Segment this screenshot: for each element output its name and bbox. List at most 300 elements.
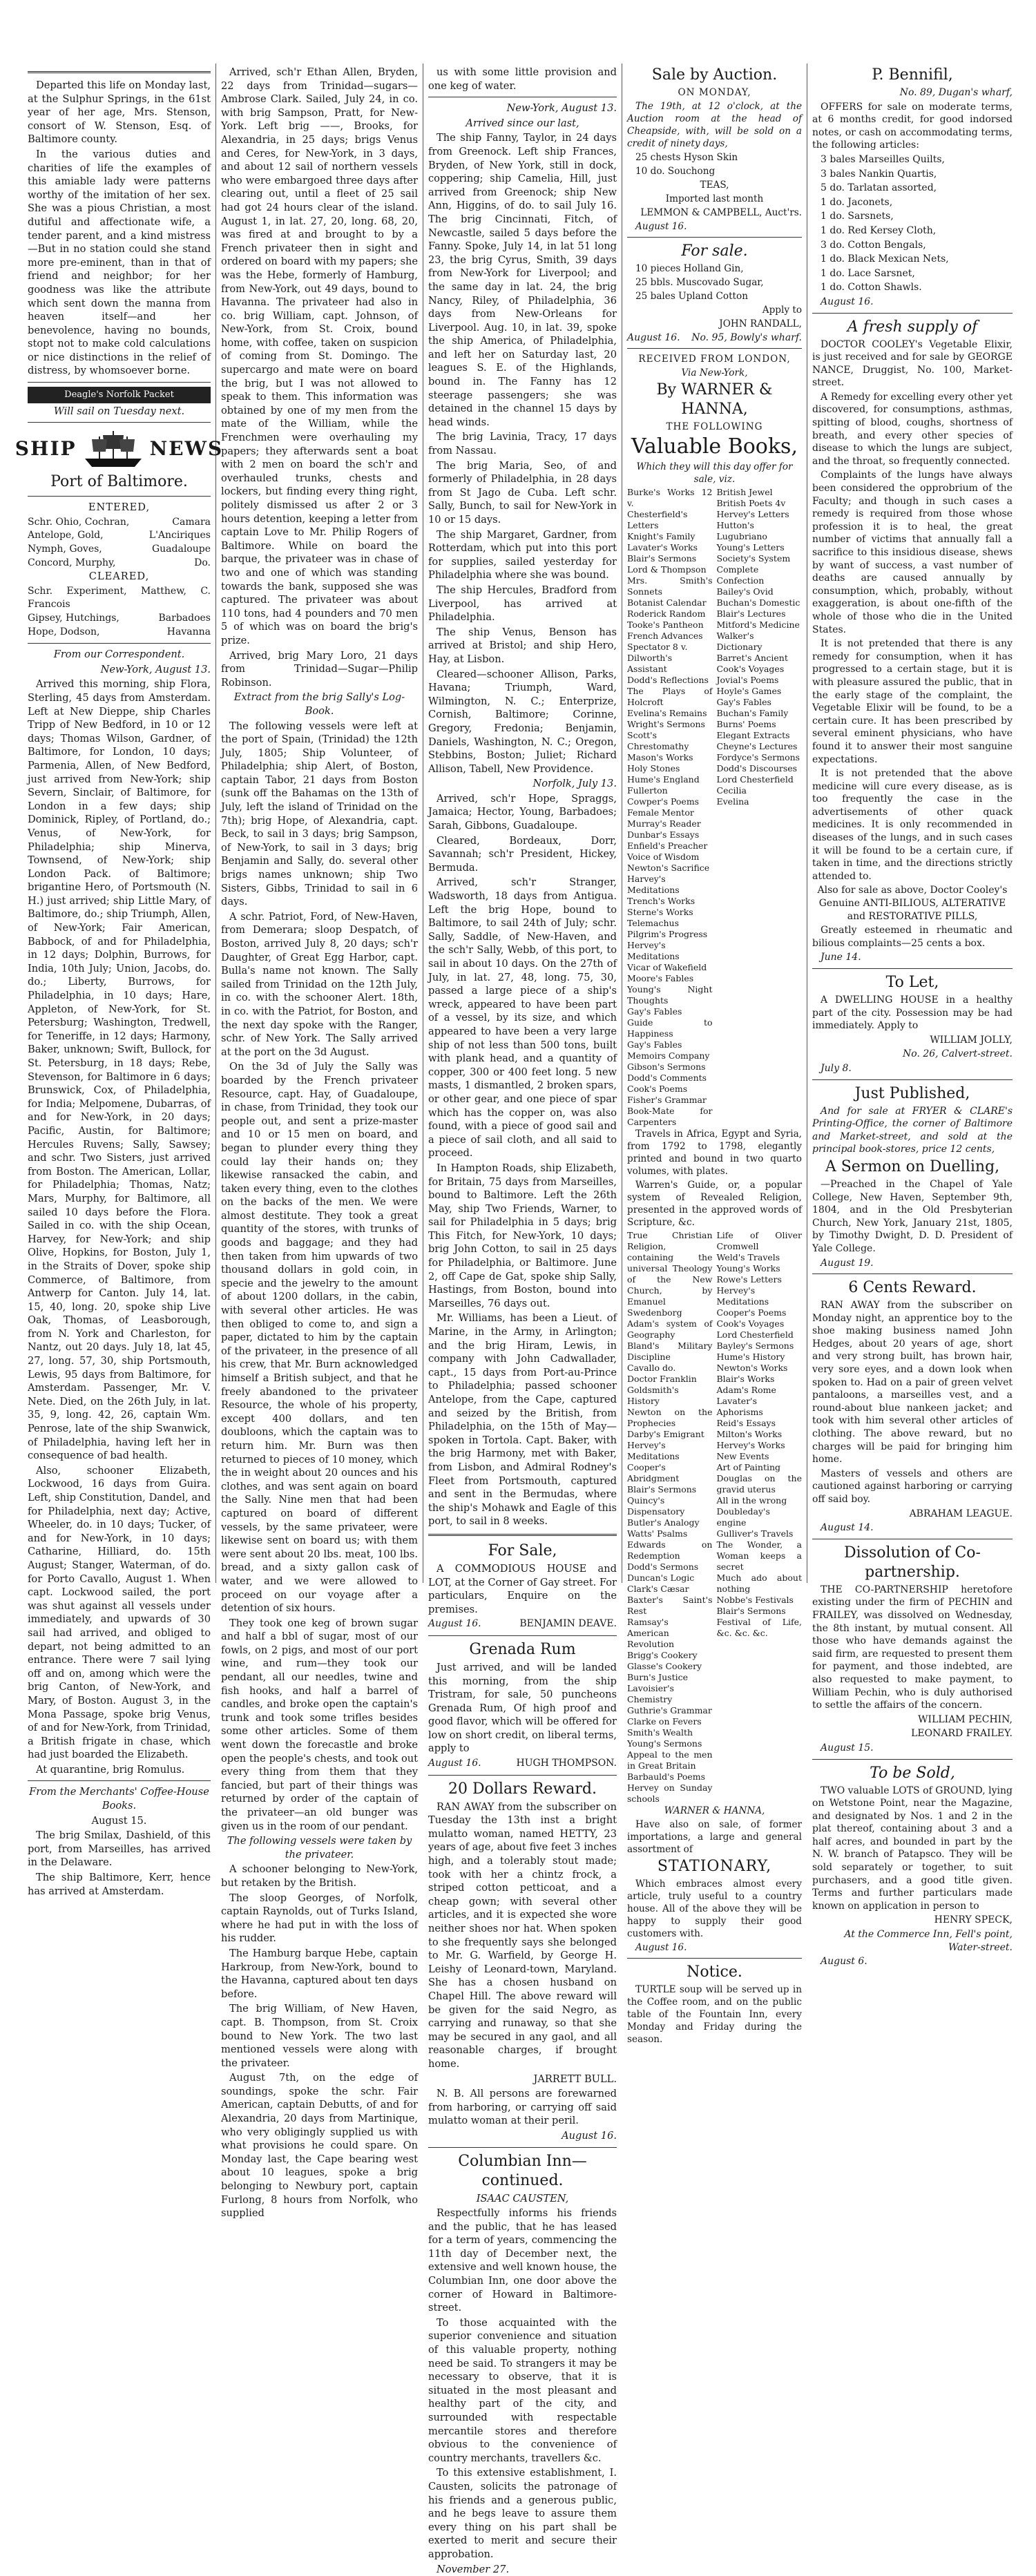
ad-text: Complaints of the lungs have always been considered the opprobrium of the Faculty; and though in such cases a remedy is required from those whose profession it is to heal, the great number of victims that annually fall a sacrifice to this insidious disease, shews by want of success, a vast number of deaths are caused annually by consumption, which, probably, without exaggeration, is about one-fifth of the whole of those who die in the United States. <box>812 470 1013 635</box>
ad-signature: LEMMON & CAMPBELL, Auct'rs. <box>640 207 802 218</box>
book-title: Hume's History <box>716 1352 785 1362</box>
divider <box>428 1534 617 1536</box>
ad-text: Masters of vessels and others are cautioned against harboring or carrying off said boy. <box>812 1468 1013 1505</box>
book-list-right <box>717 1230 803 1805</box>
ad-text: TURTLE soup will be served up in the Coffee room, and on the public table of the Fountain Inn, every Monday and Friday during the season. <box>627 1984 802 2045</box>
ad-text: The 19th, at 12 o'clock, at the Auction room at the head of Cheapside, with, will be sold on a credit of ninety days, <box>627 101 802 149</box>
book-title: The Wonder, a Woman keeps a secret <box>716 1539 802 1572</box>
divider <box>428 1775 617 1776</box>
book-title: Mason's Works <box>627 752 693 762</box>
news-paragraph: They took one keg of brown sugar and half a bbl of sugar, most of our fowls, on 2 pigs, and most of our port wine, and rum—they took our pendant, all our needles, twine and fish hooks, and half a barrel of candles, and broke open the captain's trunk and took some trifles besides some other articles. Some of them went down the forecastle and broke open the people's chests, and took out every thing from them that they fancied, but part of their things was returned by order of the captain of the privateer—an old bunger was given us in the room of our pendant. <box>221 1617 418 1832</box>
ad-signature: WILLIAM PECHIN, <box>918 1713 1013 1725</box>
book-title: Holy Stones <box>627 763 680 773</box>
book-title: Botanist Calendar <box>627 597 707 608</box>
book-title: Complete Confection <box>716 564 765 586</box>
news-paragraph: Cleared, Bordeaux, Dorr, Savannah; sch'r President, Hickey, Bermuda. <box>428 834 617 874</box>
book-title: Bailey's Ovid <box>716 586 774 597</box>
ad-heading: A fresh supply of <box>847 318 978 336</box>
book-title: Cheyne's Lectures <box>716 741 798 751</box>
ad-date: August 14. <box>821 1522 874 1534</box>
book-title: Smith's Wealth <box>627 1727 693 1738</box>
book-title: Hoyle's Games <box>716 686 782 696</box>
news-paragraph: At quarantine, brig Romulus. <box>36 1763 185 1776</box>
book-title: Doctor Franklin <box>627 1374 697 1384</box>
ad-text: A Remedy for excelling every other yet discovered, for consumptions, asthmas, spitting of blood, coughs, shortness of breath, and every other species of disease to which the lungs are subject, and the throat, so frequently connected. <box>812 391 1013 467</box>
book-title: Dodd's Comments <box>627 1073 707 1083</box>
book-title: Weld's Travels <box>716 1252 780 1262</box>
book-title: Glasse's Cookery <box>627 1661 702 1671</box>
log-heading: Extract from the brig Sally's Log-Book. <box>233 691 405 717</box>
column-2 <box>221 66 418 2220</box>
book-title: Chesterfield's Letters <box>627 509 688 530</box>
ad-text: DOCTOR COOLEY's Vegetable Elixir, is just received and for sale by GEORGE NANCE, Druggist, No. 100, Market-street. <box>812 338 1013 389</box>
list-item: 1 do. Jaconets, <box>821 196 893 208</box>
book-title: The Plays of Holcroft <box>627 686 713 707</box>
news-paragraph: The ship Venus, Benson has arrived at Bristol; and ship Hero, Hay, at Lisbon. <box>428 626 617 665</box>
book-title: Blair's Lectures <box>716 608 786 619</box>
news-paragraph: The ship Fanny, Taylor, in 24 days from Greenock. Left ship Frances, Bryden, of New York, still in dock, coppering; ship Camelia, Hill, just arrived from Greenock; ship New Ann, Higgins, of do. to sail July 16. The brig Cincinnati, Fitch, of Newcastle, sailed 5 days before the Fanny. Spoke, July 14, in lat 51 long 23, the brig Cyrus, Smith, 39 days from New-York for Liverpool; and the same day in lat. 24, the brig Nancy, Riley, of Philadelphia, 36 days from New-Orleans for Liverpool. Aug. 10, in lat. 39, spoke the ship America, of Philadelphia, and left her on Saturday last, 20 leagues S. E. of the Highlands, bound in. The Fanny has 12 steerage passengers; she was detained in the channel 15 days by head winds. <box>428 132 617 428</box>
packet-sub: Will sail on Tuesday next. <box>53 405 185 417</box>
book-title: Hervey's Works <box>716 1440 785 1450</box>
ad-heading: Grenada Rum <box>469 1640 576 1658</box>
ad-text: It is not pretended that the above medicine will cure every disease, as is too frequently the case in the advertisements of other quack medicines. It is only recommended in diseases of the lungs, and in such cases it will be found to be a certain cure, if taken in time, and the directions strictly attended to. <box>812 768 1013 882</box>
book-title: Society's System <box>716 553 791 564</box>
book-title: Cook's Voyages <box>716 664 785 674</box>
list-item: 10 do. Souchong <box>635 166 716 177</box>
book-title: Cowper's Poems <box>627 796 700 807</box>
book-list-right <box>717 487 803 1128</box>
book-title: Vicar of Wakefield <box>627 962 707 972</box>
ad-heading: Sale by Auction. <box>651 66 778 84</box>
book-title: Book-Mate for Carpenters <box>627 1106 713 1127</box>
book-title: Guthrie's Grammar <box>627 1705 712 1715</box>
books-via: Via New-York, <box>681 367 748 378</box>
list-item: 3 do. Cotton Bengals, <box>821 239 926 251</box>
ad-heading: A Sermon on Duelling, <box>825 1157 1000 1175</box>
book-title: Gay's Fables <box>627 1006 682 1017</box>
book-title: Burke's Works 12 v. <box>627 487 713 508</box>
column-5 <box>812 66 1013 1968</box>
dateline: Norfolk, July 13. <box>533 778 617 790</box>
book-title: Female Mentor <box>627 807 694 818</box>
divider <box>812 968 1013 969</box>
list-item: 25 bbls. Muscovado Sugar, <box>635 277 764 288</box>
book-title: Bland's Military Discipline <box>627 1340 713 1362</box>
book-title: Hervey's Meditations <box>716 1285 769 1307</box>
book-title: Quincy's Dispensatory <box>627 1495 685 1517</box>
book-title: Dodd's Reflections <box>627 675 709 685</box>
ad-text: Also for sale as above, Doctor Cooley's Genuine ANTI-BILIOUS, ALTERATIVE and RESTORATIVE PILLS, <box>817 885 1008 922</box>
book-title: Mrs. Smith's Sonnets <box>627 575 713 597</box>
news-paragraph: Cleared—schooner Allison, Parks, Havana; Triumph, Ward, Wilmington, N. C.; Enterprize, Cornish, Baltimore; Corinne, Gregory, Fredonia; Benjamin, Daniels, Washington, N. C.; Oregon, Stebbins, Boston; Juliet; Richard Allison, Tabell, New Providence. <box>428 668 617 775</box>
divider <box>428 2147 617 2148</box>
book-title: Appeal to the men in Great Britain <box>627 1749 713 1771</box>
list-item: Imported last month <box>665 193 764 204</box>
book-title: Young's Letters <box>716 542 785 552</box>
book-title: Evelina <box>716 796 749 807</box>
divider <box>812 1079 1013 1080</box>
book-title: Darby's Emigrant <box>627 1429 704 1439</box>
book-title: Hutton's Lugubriano <box>716 520 767 541</box>
book-title: Knight's Family <box>627 531 696 541</box>
book-title: Blair's Sermons <box>627 1484 697 1494</box>
ad-heading: For Sale, <box>488 1541 557 1559</box>
book-title: Fullerton <box>627 785 668 796</box>
book-title: Art of Painting <box>716 1462 781 1472</box>
ad-signature: JARRETT BULL. <box>533 2073 617 2085</box>
divider <box>28 643 211 644</box>
ad-subheading: No. 89, Dugan's wharf, <box>899 87 1013 98</box>
news-paragraph: Arrived, sch'r Stranger, Wadsworth, 18 days from Antigua. Left the brig Hope, bound to Baltimore, to sail 24th of July; schr. Sally, Saddle, of New-Haven, and the sch'r Sally, Webb, of this port, to sail in about 10 days. On the 27th of July, in lat. 27, 48, long. 75, 30, passed a large piece of a ship's wreck, appeared to have been part of a vessel, by its size, and which appeared to have been a very large ship of not less than 500 tons, built with plank head, and a quantity of copper, 300 or 400 feet long. 5 new masts, 1 dismantled, 2 broken spars, or other gear, and one piece of spar which has the copper on, was also found, with a piece of good sail and a piece of sail cloth, and all said to proceed. <box>428 876 617 1160</box>
book-title: Roderick Random <box>627 608 706 619</box>
book-title: Nobbe's Festivals <box>716 1595 794 1605</box>
book-title: Festival of Life, &c. &c. &c. <box>716 1617 802 1638</box>
book-title: Goldsmith's History <box>627 1385 679 1406</box>
book-title: British Jewel <box>716 487 773 497</box>
ad-signature: August 16. HUGH THOMPSON. <box>428 1758 617 1769</box>
ad-date: August 16. <box>562 2129 617 2142</box>
books-sub: Which they will this day offer for sale, viz. <box>636 461 793 485</box>
news-paragraph: A schr. Patriot, Ford, of New-Haven, from Demerara; sloop Despatch, of Boston, arrived July 8, 20 days; sch'r Daughter, of Great Egg Harbor, capt. Bulla's name not known. The Sally sailed from Trinidad on the 12th July, in co. with the schooner Alert. 18th, in co. with the Patriot, for Boston, and the next day spoke with the Ranger, schr. of New York. The Sally arrived at the port on the 3d August. <box>221 910 418 1058</box>
entered-heading: ENTERED, <box>88 501 151 514</box>
book-title: Dilworth's Assistant <box>627 653 673 674</box>
ship-news-masthead <box>15 428 224 470</box>
ad-text: A COMMODIOUS HOUSE and LOT, at the Corner of Gay street. For particulars, Enquire on the premises. <box>428 1562 617 1615</box>
ad-heading: For sale. <box>681 242 748 260</box>
ad-heading: To Let, <box>885 974 939 991</box>
ad-signature: LEONARD FRAILEY. <box>911 1728 1013 1740</box>
ad-date: July 8. <box>821 1062 852 1074</box>
ad-text: THE CO-PARTNERSHIP heretofore existing under the firm of PECHIN and FRAILEY, was dissolved on Wednesday, the 8th instant, by mutual consent. All those who have demands against the said firm, are requested to present them for payment, and those indebted, are also requested to make payment, to William Pechin, who is duly authorised to settle the affairs of the concern. <box>812 1584 1013 1711</box>
book-list-left <box>627 1230 713 1805</box>
book-title: Newton's Sacrifice <box>627 863 710 873</box>
book-title: Walker's Dictionary <box>716 631 762 652</box>
list-item: 3 bales Marseilles Quilts, <box>821 153 945 165</box>
book-title: Hervey's Meditations <box>627 1440 680 1461</box>
list-item: 1 do. Black Mexican Nets, <box>821 253 949 265</box>
divider <box>812 1273 1013 1274</box>
ad-text: OFFERS for sale on moderate terms, at 6 months credit, for good indorsed notes, or cash on accommodating terms, the following articles: <box>812 101 1013 151</box>
book-title: Dodd's Sermons <box>627 1561 699 1572</box>
book-title: Cooper's Abridgment <box>627 1462 680 1483</box>
ad-date: August 15. <box>821 1742 874 1753</box>
news-paragraph: The brig William, of New Haven, capt. B. Thompson, from St. Croix bound to New York. The two last mentioned vessels were along with the privateer. <box>221 2003 418 2069</box>
book-title: Edwards on Redemption <box>627 1539 713 1561</box>
ad-address: No. 26, Calvert-street. <box>903 1048 1013 1060</box>
divider <box>28 1780 211 1781</box>
book-title: Much ado about nothing <box>716 1573 802 1594</box>
list-item: 1 do. Lace Sarsnet, <box>821 267 915 279</box>
column-3 <box>428 66 617 2575</box>
news-paragraph: us with some little provision and one keg of water. <box>428 66 617 92</box>
book-title: Rowe's Letters <box>716 1274 782 1285</box>
book-title: Trench's Works <box>627 896 696 906</box>
book-title: Blair's Sermons <box>716 1606 786 1616</box>
ad-text: And for sale at FRYER & CLARE's Printing-Office, the corner of Baltimore and Market-street, and sold at the principal book-stores, price 12 cents, <box>812 1105 1013 1155</box>
ad-text: Have also on sale, of former importations, a large and general assortment of <box>627 1819 802 1855</box>
book-description: Warren's Guide, or, a popular system of Revealed Religion, presented in the approved words of Scripture, &c. <box>627 1180 802 1228</box>
news-paragraph: Arrived this morning, ship Flora, Sterling, 45 days from Amsterdam. Left at New Dieppe, ship Charles Tripp of New Bedford, in 10 or 12 days; Thomas Wilson, Gardner, of Baltimore, for London, 10 days; Parmenia, Allen, of New Bedford, just arrived from New-York; ship Severn, Sinclair, of Baltimore, for London in a few days; ship Dominick, Ripley, of Portland, do.; Venus, of New-York, for Philadelphia; ship Minerva, Townsend, of New-York; ship London Pack. of Baltimore; brigantine Hero, of Portsmouth (N. H.) just arrived; ship Little Mary, of Baltimore, do.; ship Triumph, Allen, of New-York; Fair American, Babbock, of and for Philadelphia, in 12 days; Dolphin, Burrows, for India, 10th July; Union, Jacobs, do. do.; Liberty, Burrows, for Philadelphia, in 10 days; Hare, Appleton, of New-York, for St. Petersburg; Washington, Tredwell, for Teneriffe, in 12 days; Harmony, Baker, unknown; Swift, Bullock, for St. Petersburg, in 18 days; Rebe, Stevenson, for Baltimore in 6 days; Brunswick, Cox, of Philadelphia, for India; Melpomene, Dubarras, of and for New-York, in 20 days; Pacific, Austin, for Baltimore; Hercules Ruvens; Sally, Sawsey; and schr. Two Sisters, just arrived from Boston. The American, Lollar, for Philadelphia; Thomas, Natz; Mars, Murphy, for Baltimore, all sailed 10 days before the Flora. Sailed in co. with the ship Ocean, Harvey, for New-York; and ship Olive, Hopkins, for Boston, July 1, in the Straits of Dover, spoke ship Commerce, of Baltimore, from Antwerp for Canton. July 14, lat. 15, 40, long. 20, spoke ship Live Oak, Thomas, of Leasborough, from N. York and Charleston, for Nantz, out 20 days. July 18, lat 45, 27, long. 57, 30, ship Portsmouth, Lewis, 95 days from Baltimore, for Amsterdam. Passenger, Mr. V. Nete. Died, on the 26th July, in lat. 35, 9, long. 42, 26, captain Wm. Penrose, late of the ship Swanwick, of Philadelphia, having left her in consequence of bad health. <box>28 678 211 1462</box>
book-title: Buchan's Family <box>716 708 789 718</box>
ad-heading: Just Published, <box>854 1084 970 1102</box>
ad-name: ISAAC CAUSTEN, <box>476 2192 569 2204</box>
book-title: Lord & Thompson <box>627 564 707 575</box>
ad-date: August 16. <box>635 221 687 232</box>
ad-heading: Dissolution of Co-partnership. <box>844 1544 981 1581</box>
book-title: Telemachus <box>627 918 679 928</box>
coffeehouse-heading: From the Merchants' Coffee-House Books. <box>29 1786 209 1812</box>
book-title: Moore's Fables <box>627 973 694 983</box>
book-title: Voice of Wisdom <box>627 852 700 862</box>
news-paragraph: Arrived, brig Mary Loro, 21 days from Trinidad—Sugar—Philip Robinson. <box>221 649 418 689</box>
book-title: All in the wrong <box>716 1495 787 1506</box>
ad-text: N. B. All persons are forewarned from harboring, or carrying off said mulatto woman at their peril. <box>428 2088 617 2127</box>
ad-signature: HENRY SPECK, <box>934 1914 1013 1926</box>
cleared-row: Gipsey, Hutchings, Barbadoes <box>28 613 211 624</box>
book-title: Clarke on Fevers <box>627 1716 702 1727</box>
news-word: NEWS <box>149 437 224 461</box>
ad-footer: August 16. No. 95, Bowly's wharf. <box>627 332 802 343</box>
news-paragraph: Mr. Williams, has been a Lieut. of Marine, in the Army, in Arlington; and the brig Hiram, Lewis, in company with John Cadwallader, capt., 15 days from Port-au-Prince to Philadelphia; passed schooner Antelope, from the Cape, captured and seized by the British, from Philadelphia, on the 15th of May—spoken in Tortola. Capt. Baker, with the brig Harmony, met with Baker, from Lisbon, and Admiral Rodney's Fleet from Portsmouth, captured and sent in the Bermudas, where the ship's Mohawk and Eagle of this port, to sail in 8 weeks. <box>428 1312 617 1528</box>
ad-heading: Columbian Inn—continued. <box>458 2152 587 2189</box>
entered-row: Schr. Ohio, Cochran, Camara <box>28 516 211 528</box>
port-heading: Port of Baltimore. <box>50 473 188 491</box>
entered-row: Nymph, Goves, Guadaloupe <box>28 544 211 555</box>
divider <box>28 382 211 383</box>
list-item: 1 do. Sarsnets, <box>821 211 894 222</box>
book-title: Wright's Sermons <box>627 719 705 729</box>
ad-heading: P. Bennifil, <box>872 66 953 84</box>
news-paragraph: The brig Lavinia, Tracy, 17 days from Nassau. <box>428 431 617 457</box>
book-title: Cecilia <box>716 785 747 796</box>
book-title: Hervey's Letters <box>716 509 789 519</box>
ad-date: November 27. <box>437 2563 510 2575</box>
book-title: Enfield's Preacher <box>627 840 708 851</box>
book-title: Reid's Essays <box>716 1418 776 1428</box>
books-close-name: WARNER & HANNA, <box>664 1805 765 1816</box>
ad-heading: 6 Cents Reward. <box>848 1279 977 1297</box>
book-title: Blair's Sermons <box>627 553 697 564</box>
obituary-paragraph: Departed this life on Monday last, at the Sulphur Springs, in the 61st year of her age, Mrs. Stenson, consort of W. Stenson, Esq. of Baltimore county. <box>28 79 211 146</box>
book-title: Fisher's Grammar <box>627 1095 707 1105</box>
book-title: New Events <box>716 1451 769 1461</box>
news-paragraph: In Hampton Roads, ship Elizabeth, for Britain, 75 days from Marseilles, bound to Baltimore. Left the 26th May, ship Two Friends, Warner, to sail for Philadelphia in 5 days; brig This Fitch, for New-York, 10 days; brig John Cotton, to sail in 25 days for Philadelphia, or Baltimore. June 2, off Cape de Gat, spoke ship Sally, Hastings, from Boston, bound into Marseilles, 76 days out. <box>428 1162 617 1309</box>
ad-text: —Preached in the Chapel of Yale College, New Haven, September 9th, 1804, and in the Old Presbyterian Church, New York, January 21st, 1805, by Timothy Dwight, D. D. President of Yale College. <box>812 1178 1013 1254</box>
ad-text: RAN AWAY from the subscriber on Tuesday the 13th inst a bright mulatto woman, named HETTY, 23 years of age, about five feet 3 inches high, and a tolerably stout made; took with her a chintz frock, a striped cotton petticoat, and a cheap gown; with several other articles, and it is expected she wore neither shoes nor hat. When spoken to she frequently says she belonged to Mr. G. Warfield, by George H. Leishy of Leonard-town, Maryland. She has a chosen husband on Chapel Hill. The above reward will be given for the said Negro, as carrying and runaway, so that she may be secured in any gaol, and all reasonable charges, if brought home. <box>428 1800 617 2070</box>
book-title: Baxter's Saint's Rest <box>627 1595 713 1616</box>
books-the: THE FOLLOWING <box>666 421 763 432</box>
book-title: Elegant Extracts <box>716 730 790 740</box>
entered-row: Concord, Murphy, Do. <box>28 557 211 568</box>
ad-date: August 16. <box>635 1942 687 1953</box>
ad-text: Which embraces almost every article, truly useful to a country house. All of the above they will be happy to supply their good customers with. <box>627 1878 802 1939</box>
book-title: Cook's Voyages <box>716 1318 785 1329</box>
book-title: Gibson's Sermons <box>627 1061 706 1072</box>
book-title: Lord Chesterfield <box>716 774 794 785</box>
ad-text: TWO valuable LOTS of GROUND, lying on Wetstone Point, near the Magazine, and designated by Nos. 1 and 2 in the plat thereof, containing about 3 and a half acres, and bounded in part by the N. W. branch of Patapsco. They will be sold separately or together, to suit purchasers, and a good title given. Terms and further particulars made known on application in person to <box>812 1785 1013 1912</box>
book-title: Young's Sermons <box>627 1738 702 1749</box>
news-paragraph: Also, schooner Elizabeth, Lockwood, 16 days from Guira. Left, ship Constitution, Dandel, and for Philadelphia, next day; Active, Wheeler, do. in 10 days; Tucker, of and for New-York, in 10 days; Catharine, Hilliard, do. 15th August; Stanger, Waterman, of do. for Porto Cavallo, August 1. When capt. Lockwood sailed, the port was shut against all vessels under immediately, and upwards of 30 sail had arrived, and obliged to depart, not being admitted to an entrance. There were 7 sail lying off and on, among which were the brig Canton, of New-York, and Mary, of Boston. August 3, in the Mona Passage, spoke brig Venus, of and for New-York, from Trinidad, a British frigate in chase, which had just boarded the Elizabeth. <box>28 1464 211 1761</box>
ad-text: It is not pretended that there is any remedy for consumption, when it has progressed to a certain stage, but it is with pleasure assured the public, that in the early stage of the complaint, the Vegetable Elixir will be found, to be a certain cure. It has been prescribed by several eminent physicians, who have found it to answer their most sanguine expectations. <box>812 638 1013 765</box>
book-title: Pilgrim's Progress <box>627 929 708 939</box>
list-item: 25 chests Hyson Skin <box>635 152 738 163</box>
divider <box>428 1635 617 1636</box>
packet-notice: Deagle's Norfolk Packet <box>28 387 211 403</box>
book-title: Douglas on the gravid uterus <box>716 1473 802 1494</box>
news-paragraph: On the 3d of July the Sally was boarded by the French privateer Resource, capt. Hay, of Guadaloupe, in chase, from Trinidad, they took our people out, and sent a prize-master and 10 or 15 men on board, and began to plunder every thing they could lay their hands on; they likewise ransacked the cabin, and taken every thing, even to the clothes on the backs of the men. We were almost destitute. They took a great quantity of the stores, with trunks of goods and baggage; and they had then taken from him upwards of two thousand dollars in gold coin, in specie and the jewelry to the amount of about 1200 dollars, in the cabin, with several other articles. He was then obliged to come to, and sign a paper, dictated to him by the captain of the privateer, in the presence of all his crew, that Mr. Burn acknowledged himself a British subject, and that he freely abandoned to the privateer Resource, the whole of his property, except 400 dollars, and ten doubloons, which the captain was to return him. Mr. Burn was then returned to pieces of 10 money, which the in weight about 20 ounces and his clothes, and was sent again on board the Sally. Nine men that had been captured on board of different vessels, by the same privateer, were likewise sent on board us; with them were sent about 20 lbs. meat, 100 lbs. bread, and a sixty gallon cask of water, and we were allowed to proceed on our voyage after a detention of six hours. <box>221 1061 418 1615</box>
news-paragraph: A schooner belonging to New-York, but retaken by the British. <box>221 1863 418 1889</box>
divider <box>28 422 211 423</box>
book-title: Evelina's Remains <box>627 708 707 718</box>
ad-signature: WILLIAM JOLLY, <box>930 1034 1013 1046</box>
book-title: Hume's England <box>627 774 700 785</box>
notice-heading: Notice. <box>687 1963 742 1981</box>
ad-date: June 14. <box>821 952 861 963</box>
ad-date: August 19. <box>821 1257 874 1269</box>
books-heading: Valuable Books, <box>631 434 798 459</box>
book-title: Spectator 8 v. <box>627 642 688 652</box>
ad-text: Just arrived, and will be landed this morning, from the ship Tristram, for sale, 50 puncheons Grenada Rum, Of high proof and good flavor, which will be offered for low on short credit, on liberal terms, apply to <box>428 1661 617 1755</box>
news-paragraph: The Hamburg barque Hebe, captain Harkroup, from New-York, bound to the Havanna, captured about ten days before. <box>221 1947 418 2000</box>
book-title: Burns' Poems <box>716 719 776 729</box>
ad-date: August 6. <box>821 1956 867 1968</box>
book-title: Clark's Cæsar <box>627 1584 689 1594</box>
ad-address: At the Commerce Inn, Fell's point, Water-street. <box>844 1929 1013 1953</box>
book-title: Gay's Fables <box>716 697 771 707</box>
books-received: RECEIVED FROM LONDON, <box>638 354 791 365</box>
book-title: Guide to Happiness <box>627 1017 713 1039</box>
top-rule <box>28 71 211 73</box>
book-title: Murray's Reader <box>627 818 701 829</box>
news-paragraph: August 7th, on the edge of soundings, spoke the schr. Fair American, captain Debutts, of and for Alexandria, 20 days from Martinique, who very obligingly supplied us with what provisions he could spare. On Monday last, the Cape bearing west about 10 leagues, spoke a brig belonging to Newbury port, captain Furlong, 8 hours from Norfolk, who supplied <box>221 2072 418 2220</box>
column-rule <box>215 64 216 1583</box>
book-title: Fordyce's Sermons <box>716 752 800 762</box>
book-title: Lord Chesterfield <box>716 1329 794 1340</box>
dateline: New-York, August 13. <box>100 663 211 675</box>
book-title: Sterne's Works <box>627 907 693 917</box>
news-paragraph: The brig Smilax, Dashield, of this port, from Marseilles, has arrived in the Delaware. <box>28 1829 211 1869</box>
book-title: Harvey's Meditations <box>627 874 680 895</box>
correspondent-heading: From our Correspondent. <box>53 648 185 661</box>
book-title: Memoirs Company <box>627 1050 710 1061</box>
obituary-paragraph: In the various duties and charities of life the examples of this amiable lady were patterns worthy of the imitation of her sex. She was a pious Christian, a most dutiful and affectionate wife, a tender parent, and a kind mistress—But in no station could she stand more pre-eminent, than in that of friend and neighbor; for her goodness was like the attribute which sent down the manna from heaven itself—and her benevolence, having no bounds, stopt not to make cold calculations or nice distinctions in the relief of distress, by whomsoever borne. <box>28 148 211 377</box>
news-paragraph: The ship Margaret, Gardner, from Rotterdam, which put into this port for supplies, sailed yesterday for Philadelphia where she was bound. <box>428 528 617 581</box>
ad-text: A DWELLING HOUSE in a healthy part of the city. Possession may be had immediately. Apply to <box>812 994 1013 1032</box>
divider <box>28 496 211 497</box>
ad-date: August 16. <box>821 296 874 307</box>
book-title: Scott's Chrestomathy <box>627 730 689 751</box>
news-paragraph: Arrived, sch'r Hope, Spraggs, Jamaica; Hector, Young, Barbadoes; Sarah, Gibbons, Guadaloupe. <box>428 792 617 832</box>
book-title: Buchan's Domestic <box>716 597 800 608</box>
book-title: Barret's Ancient <box>716 653 788 663</box>
cleared-row: Schr. Experiment, Matthew, C. Francois <box>28 585 211 611</box>
book-title: Young's Works <box>716 1263 780 1273</box>
news-paragraph: The ship Baltimore, Kerr, hence has arrived at Amsterdam. <box>28 1872 211 1897</box>
book-title: Gulliver's Travels <box>716 1528 794 1539</box>
dateline: New-York, August 13. <box>506 102 617 115</box>
news-paragraph: The ship Hercules, Bradford from Liverpool, has arrived at Philadelphia. <box>428 584 617 624</box>
book-title: Hervey's Meditations <box>627 940 680 961</box>
book-title: French Advances <box>627 631 703 641</box>
book-title: Milton's Works <box>716 1429 783 1439</box>
ad-subheading: ON MONDAY, <box>678 87 751 98</box>
ad-signature: August 16. BENJAMIN DEAVE. <box>428 1618 617 1630</box>
book-title: Tooke's Pantheon <box>627 619 704 630</box>
ad-signature: ABRAHAM LEAGUE. <box>909 1508 1013 1519</box>
book-title: Lavater's Works <box>627 542 698 552</box>
list-item: 1 do. Cotton Shawls. <box>821 282 922 294</box>
book-title: Brigg's Cookery <box>627 1650 698 1660</box>
book-title: Barbauld's Poems <box>627 1771 706 1782</box>
book-list-left <box>627 487 713 1128</box>
column-1 <box>15 66 224 1897</box>
stationery-heading: STATIONARY, <box>657 1858 772 1875</box>
book-title: Newton's Works <box>716 1363 788 1373</box>
book-title: True Christian Religion, containing the universal Theology of the New Church, by Emanuel Swedenborg <box>627 1230 713 1318</box>
ad-text: To this extensive establishment, I. Causten, solicits the patronage of his friends and a generous public, and he begs leave to assure them every thing on his part shall be exerted to merit and secure their approbation. <box>428 2467 617 2560</box>
book-title: Adam's Rome <box>716 1385 776 1395</box>
book-title: Ramsay's American Revolution <box>627 1617 675 1649</box>
subheading: Arrived since our last, <box>466 117 579 129</box>
list-item: 25 bales Upland Cotton <box>635 291 748 302</box>
column-4 <box>627 66 802 2045</box>
book-title: Butler's Analogy <box>627 1517 700 1528</box>
book-title: Jovial's Poems <box>716 675 779 685</box>
divider <box>627 1958 802 1959</box>
ad-text: Apply to <box>762 305 802 316</box>
news-paragraph: The following vessels were left at the port of Spain, (Trinidad) the 12th July, 1805; Ship Volunteer, of Philadelphia; ship Alert, of Boston, captain Tabor, 21 days from Boston (sunk off the Bahamas on the 13th of July, left the island of Trinidad on the 7th); brig Hope, of Alexandria, capt. Beck, to sail in 3 days; brig Sampson, of New-York, to sail in 3 days; brig Benjamin and Sally, do. several other brigs names unknown; ship Two Sisters, Gibbs, Trinidad to sail in 6 days. <box>221 720 418 908</box>
book-title: Watts' Psalms <box>627 1528 688 1539</box>
book-title: Burn's Justice <box>627 1672 688 1682</box>
ad-text: Respectfully informs his friends and the public, that he has leased for a term of years, commencing the 11th day of December next, the extensive and well known house, the Columbian Inn, one door above the corner of Howard in Baltimore-street. <box>428 2207 617 2314</box>
ad-text: To those acquainted with the superior convenience and situation of this valuable property, nothing need be said. To strangers it may be necessary to observe, that it is situated in the most pleasant and healthy part of the city, and surrounded with respectable mercantile stores and therefore obvious to the convenience of country merchants, travellers &c. <box>428 2316 617 2464</box>
book-title: British Poets 4v <box>716 498 786 508</box>
ad-text: Greatly esteemed in rheumatic and bilious complaints—25 cents a box. <box>812 925 1013 949</box>
book-title: Life of Oliver Cromwell <box>716 1230 802 1251</box>
book-title: Dodd's Discourses <box>716 763 798 773</box>
ship-icon <box>82 428 144 470</box>
book-title: Hervey on Sunday schools <box>627 1782 713 1804</box>
ad-signature: JOHN RANDALL, <box>719 318 802 329</box>
book-title: Doubleday's engine <box>716 1506 770 1528</box>
list-item: 5 do. Tarlatan assorted, <box>821 182 937 194</box>
ad-heading: 20 Dollars Reward. <box>448 1780 597 1798</box>
book-title: Lavater's Aphorisms <box>716 1396 763 1417</box>
ad-text: RAN AWAY from the subscriber on Monday night, an apprentice boy to the shoe making business named John Hedges, about 20 years of age, short and very strong built, has brown hair, very sore eyes, and a down look when spoken to. Had on a pair of green velvet pantaloons, a marseilles vest, and a round-about blue nankeen jacket; and took with him several other articles of clothing. The above reward, but no charges will be paid for bringing him home. <box>812 1300 1013 1465</box>
ad-heading: To be Sold, <box>870 1764 955 1782</box>
divider <box>627 348 802 349</box>
book-title: Adam's system of Geography <box>627 1318 713 1340</box>
list-heading: The following vessels were taken by the privateer. <box>227 1835 412 1861</box>
book-list <box>627 487 802 1128</box>
dateline: August 15. <box>91 1814 147 1827</box>
news-paragraph: Arrived, sch'r Ethan Allen, Bryden, 22 days from Trinidad—sugars—Ambrose Clark. Sailed, July 24, in co. with brig Sampson, Pratt, for New-York. Left brig ——, Brooks, for Alexandria, in 25 days; brigs Venus and Ceres, for New-York, in 3 days, and about 12 sail of northern vessels who were embargoed three days after clearing out, until a fleet of 25 sail had got 24 hours clear of the island. August 1, in lat. 27, 20, long. 68, 20, was fired at and brought to by a French privateer then in sight and ordered on board with my papers; she was the Hebe, formerly of Hamburg, from New-York, out 49 days, bound to Havanna. The privateer had also in co. brig William, capt. Johnson, of New-York, from St. Croix, bound home, with coffee, taken on suspicion of coming from St. Domingo. The supercargo and mate were on board the brig, but I was not allowed to speak to them. This information was obtained by one of my men from the mate of the William, while the Frenchmen were overhauling my papers; they afterwards sent a boat with 2 men on board the sch'r and overhauled trunks, chests and lockers, but finding every thing right, politely dismissed us after 2 or 3 hours detention, keeping a letter from captain Love to Mr. Philip Rogers of Baltimore. While on board the barque, the privateer was in chase of two and one of which was standing towards the bank, supposed she was captured. The privateer was about 110 tons, had 4 pounders and 70 men 5 of which was on board the brig's prize. <box>221 66 418 646</box>
list-item: TEAS, <box>700 180 729 191</box>
book-title: Cavallo do. <box>627 1363 676 1373</box>
book-title: Dunbar's Essays <box>627 829 700 840</box>
book-title: Mitford's Medicine <box>716 619 800 630</box>
cleared-heading: CLEARED, <box>88 570 150 583</box>
book-title: Newton on the Prophecies <box>627 1407 713 1428</box>
book-title: Lavoisier's Chemistry <box>627 1683 674 1704</box>
list-item: 1 do. Red Kersey Cloth, <box>821 224 937 236</box>
book-title: Bayley's Sermons <box>716 1340 794 1351</box>
book-title: Duncan's Logic <box>627 1573 695 1583</box>
divider <box>812 1759 1013 1760</box>
book-title: Cook's Poems <box>627 1084 688 1094</box>
book-title: Cooper's Poems <box>716 1307 787 1318</box>
book-list-more <box>627 1230 802 1805</box>
